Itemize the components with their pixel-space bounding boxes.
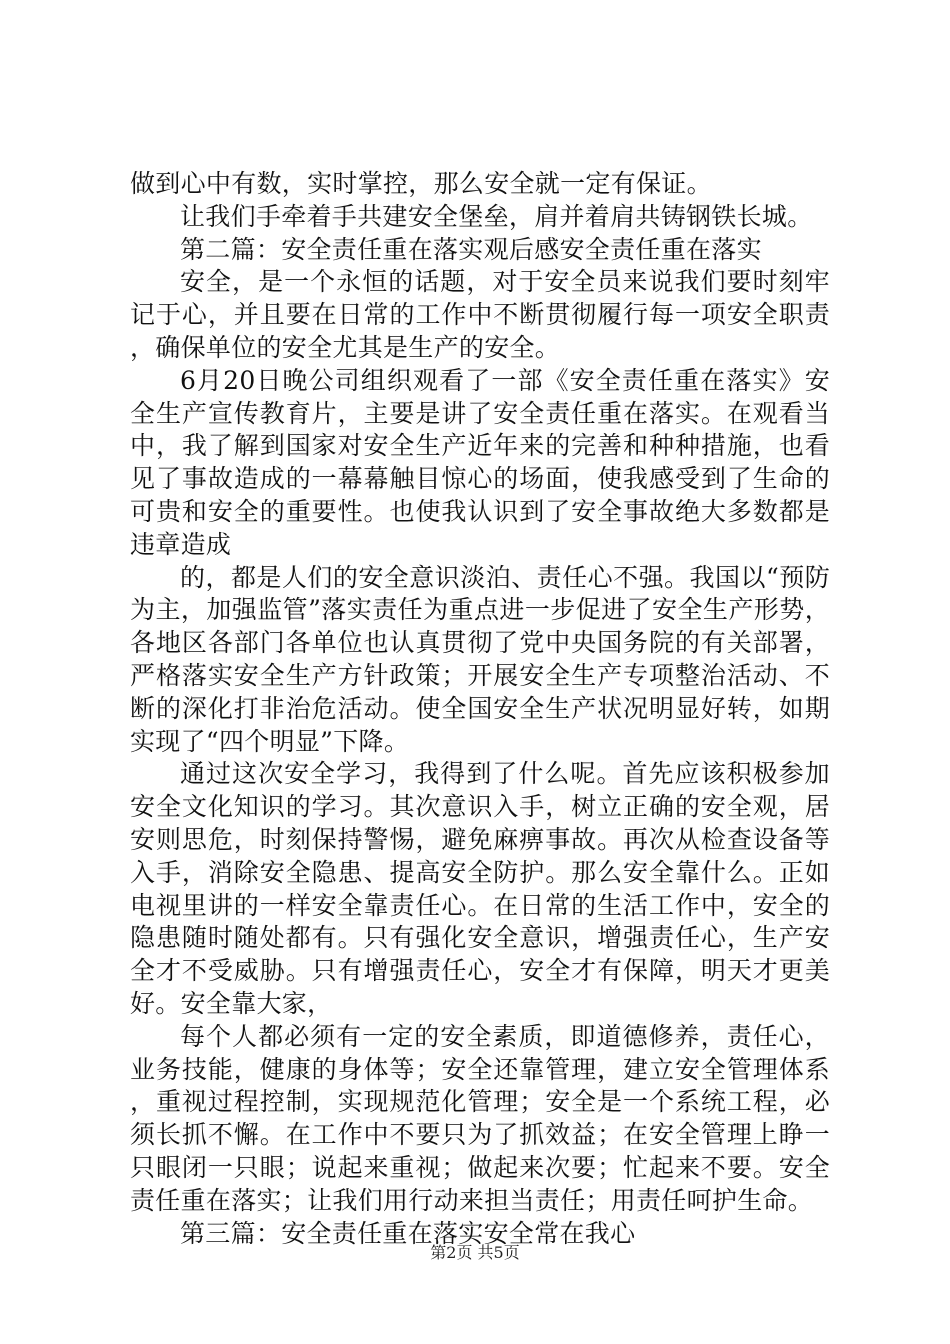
page-footer [0,1243,950,1263]
paragraph-continuation: 做到心中有数，实时掌控，那么安全就一定有保证。 [130,169,712,198]
section-heading-2: 第二篇：安全责任重在落实观后感安全责任重在落实 [180,234,762,264]
page-number-label: 第2页 共5页 [430,1243,520,1262]
paragraph-learning: 通过这次安全学习，我得到了什么呢。首先应该积极参加安全文化知识的学习。其次意识入手，树立正确的安全观，居安则思危，时刻保持警惕，避免麻痹事故。再次从检查设备等入手，消除安全隐患、提高安全防护。那么安全靠什么。正如电视里讲的一样安全靠责任心。在日常的生活工作中，安全的隐患随时随处都有。只有强化安全意识，增强责任心，生产安全才不受威胁。只有增强责任心，安全才有保障，明天才更美好。安全靠大家， [130,759,830,1018]
paragraph-film-viewing: 6月20日晚公司组织观看了一部《安全责任重在落实》安全生产宣传教育片，主要是讲了安全责任重在落实。在观看当中，我了解到国家对安全生产近年来的完善和种种措施，也看见了事故造成的一幕幕触目惊心的场面，使我感受到了生命的可贵和安全的重要性。也使我认识到了安全事故绝大多数都是违章造成 [130,365,830,559]
paragraph-national-policy: 的，都是人们的安全意识淡泊、责任心不强。我国以“预防为主，加强监管”落实责任为重点进一步促进了安全生产形势，各地区各部门各单位也认真贯彻了党中央国务院的有关部署，严格落实安全生产方针政策；开展安全生产专项整治活动、不断的深化打非治危活动。使全国安全生产状况明显好转，如期实现了“四个明显”下降。 [130,562,830,756]
paragraph-closing-call: 让我们手牵着手共建安全堡垒，肩并着肩共铸钢铁长城。 [180,201,813,231]
paragraph-responsibility: 每个人都必须有一定的安全素质，即道德修养，责任心，业务技能，健康的身体等；安全还靠管理，建立安全管理体系，重视过程控制，实现规范化管理；安全是一个系统工程，必须长抓不懈。在工作中不要只为了抓效益；在安全管理上睁一只眼闭一只眼；说起来重视；做起来次要；忙起来不要。安全责任重在落实；让我们用行动来担当责任；用责任呵护生命。 [130,1021,830,1215]
paragraph-safety-intro: 安全，是一个永恒的话题，对于安全员来说我们要时刻牢记于心，并且要在日常的工作中不断贯彻履行每一项安全职责，确保单位的安全尤其是生产的安全。 [130,267,830,362]
document-body [130,168,830,1250]
section-heading-3: 第三篇：安全责任重在落实安全常在我心 [180,1218,636,1248]
